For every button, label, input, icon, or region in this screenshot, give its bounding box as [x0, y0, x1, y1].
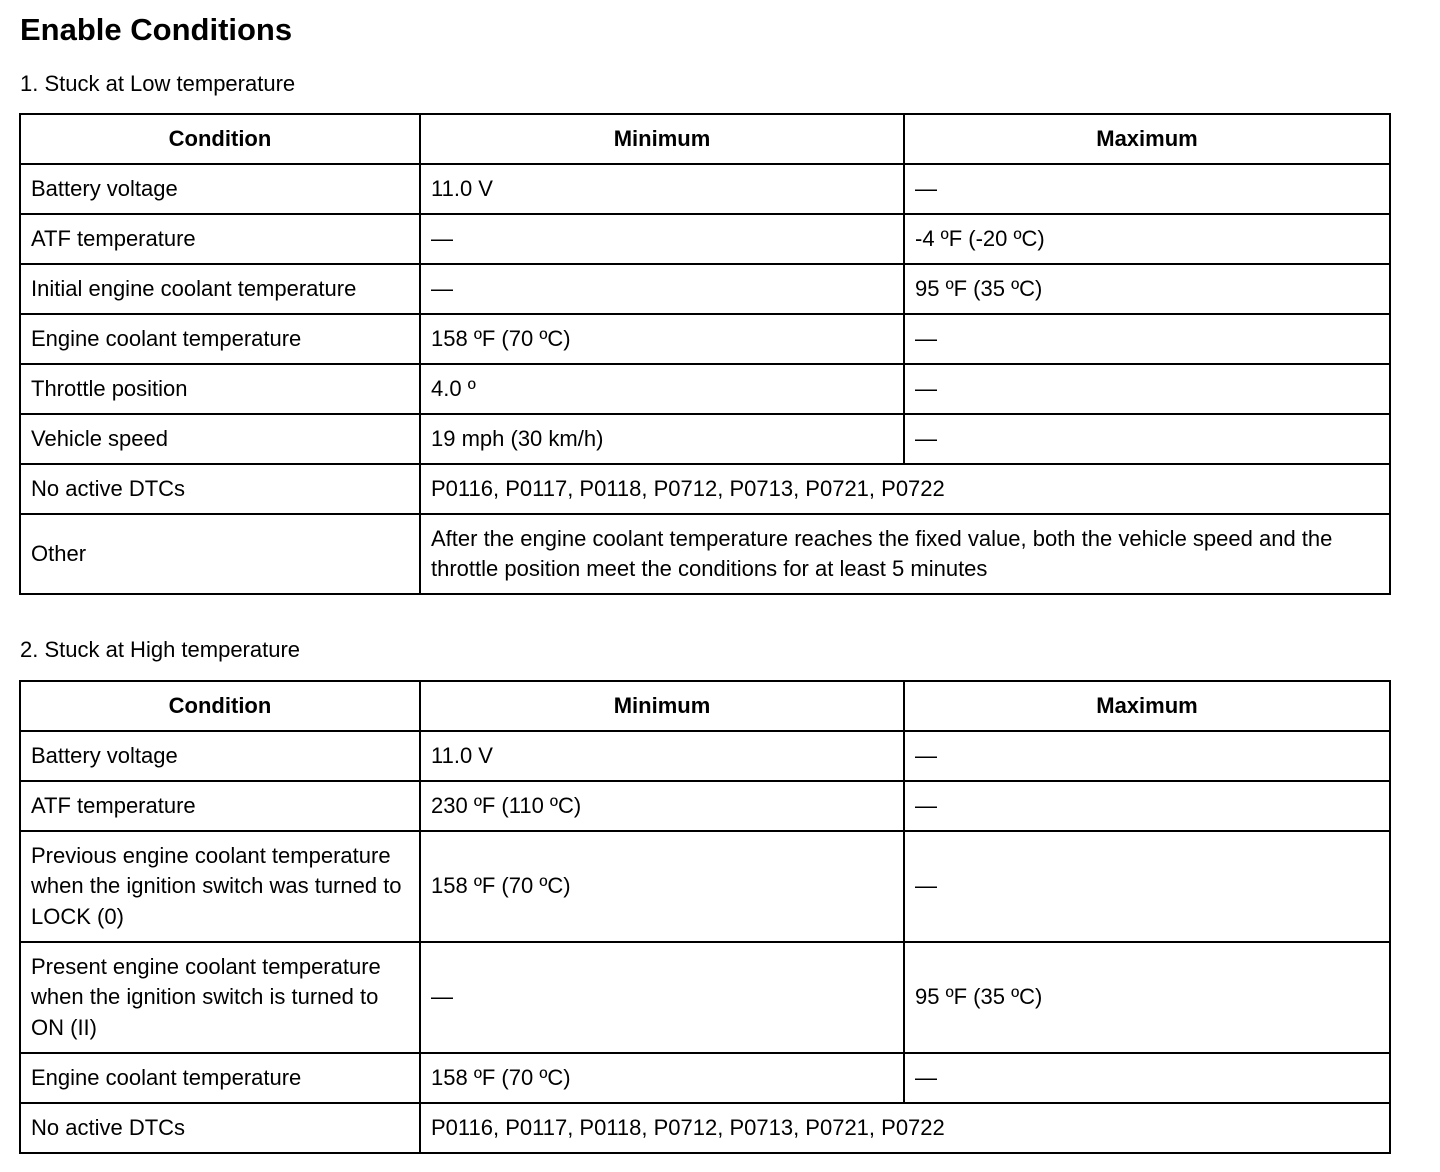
header-maximum: Maximum	[904, 114, 1390, 164]
minimum-cell: 230 ºF (110 ºC)	[420, 781, 904, 831]
condition-cell: Battery voltage	[20, 164, 420, 214]
maximum-cell: -4 ºF (-20 ºC)	[904, 214, 1390, 264]
maximum-cell: —	[904, 414, 1390, 464]
minimum-cell: 11.0 V	[420, 731, 904, 781]
table-row-other	[20, 514, 1390, 594]
maximum-cell: —	[904, 314, 1390, 364]
condition-cell: No active DTCs	[20, 464, 420, 514]
condition-cell: Previous engine coolant temperature when the ignition switch was turned to LOCK (0)	[20, 831, 420, 942]
table-row	[20, 164, 1390, 214]
maximum-cell: —	[904, 1053, 1390, 1103]
table-row	[20, 214, 1390, 264]
table-stuck-low-temperature	[19, 113, 1391, 595]
table-row-dtcs	[20, 1103, 1390, 1153]
table-row	[20, 414, 1390, 464]
other-description-cell: After the engine coolant temperature reaches the fixed value, both the vehicle speed and the throttle position meet the conditions for at least 5 minutes	[420, 514, 1390, 594]
minimum-cell: 158 ºF (70 ºC)	[420, 314, 904, 364]
condition-cell: ATF temperature	[20, 214, 420, 264]
table-row	[20, 364, 1390, 414]
minimum-cell: 4.0 º	[420, 364, 904, 414]
minimum-cell: —	[420, 942, 904, 1053]
header-minimum: Minimum	[420, 114, 904, 164]
condition-cell: No active DTCs	[20, 1103, 420, 1153]
minimum-cell: 158 ºF (70 ºC)	[420, 1053, 904, 1103]
dtc-list-cell: P0116, P0117, P0118, P0712, P0713, P0721, P0722	[420, 464, 1390, 514]
minimum-cell: 158 ºF (70 ºC)	[420, 831, 904, 942]
maximum-cell: —	[904, 164, 1390, 214]
table-header-row	[20, 114, 1390, 164]
table-row-dtcs	[20, 464, 1390, 514]
header-condition: Condition	[20, 114, 420, 164]
header-minimum: Minimum	[420, 681, 904, 731]
table-row	[20, 1053, 1390, 1103]
condition-cell: Throttle position	[20, 364, 420, 414]
maximum-cell: —	[904, 731, 1390, 781]
minimum-cell: 11.0 V	[420, 164, 904, 214]
minimum-cell: 19 mph (30 km/h)	[420, 414, 904, 464]
table-row	[20, 781, 1390, 831]
condition-cell: Other	[20, 514, 420, 594]
header-maximum: Maximum	[904, 681, 1390, 731]
section-heading-low-temperature: 1. Stuck at Low temperature	[20, 71, 296, 96]
maximum-cell: —	[904, 831, 1390, 942]
table-header-row	[20, 681, 1390, 731]
minimum-cell: —	[420, 264, 904, 314]
condition-cell: Battery voltage	[20, 731, 420, 781]
condition-cell: Vehicle speed	[20, 414, 420, 464]
dtc-list-cell: P0116, P0117, P0118, P0712, P0713, P0721, P0722	[420, 1103, 1390, 1153]
section-heading-high-temperature: 2. Stuck at High temperature	[20, 637, 301, 662]
condition-cell: Engine coolant temperature	[20, 1053, 420, 1103]
page-title: Enable Conditions	[20, 12, 293, 47]
maximum-cell: 95 ºF (35 ºC)	[904, 264, 1390, 314]
condition-cell: ATF temperature	[20, 781, 420, 831]
condition-cell: Present engine coolant temperature when the ignition switch is turned to ON (II)	[20, 942, 420, 1053]
table-row	[20, 314, 1390, 364]
table-row	[20, 264, 1390, 314]
condition-cell: Engine coolant temperature	[20, 314, 420, 364]
condition-cell: Initial engine coolant temperature	[20, 264, 420, 314]
table-row	[20, 942, 1390, 1053]
header-condition: Condition	[20, 681, 420, 731]
table-row	[20, 831, 1390, 942]
minimum-cell: —	[420, 214, 904, 264]
maximum-cell: —	[904, 781, 1390, 831]
table-row	[20, 731, 1390, 781]
table-stuck-high-temperature	[19, 680, 1391, 1154]
maximum-cell: —	[904, 364, 1390, 414]
maximum-cell: 95 ºF (35 ºC)	[904, 942, 1390, 1053]
